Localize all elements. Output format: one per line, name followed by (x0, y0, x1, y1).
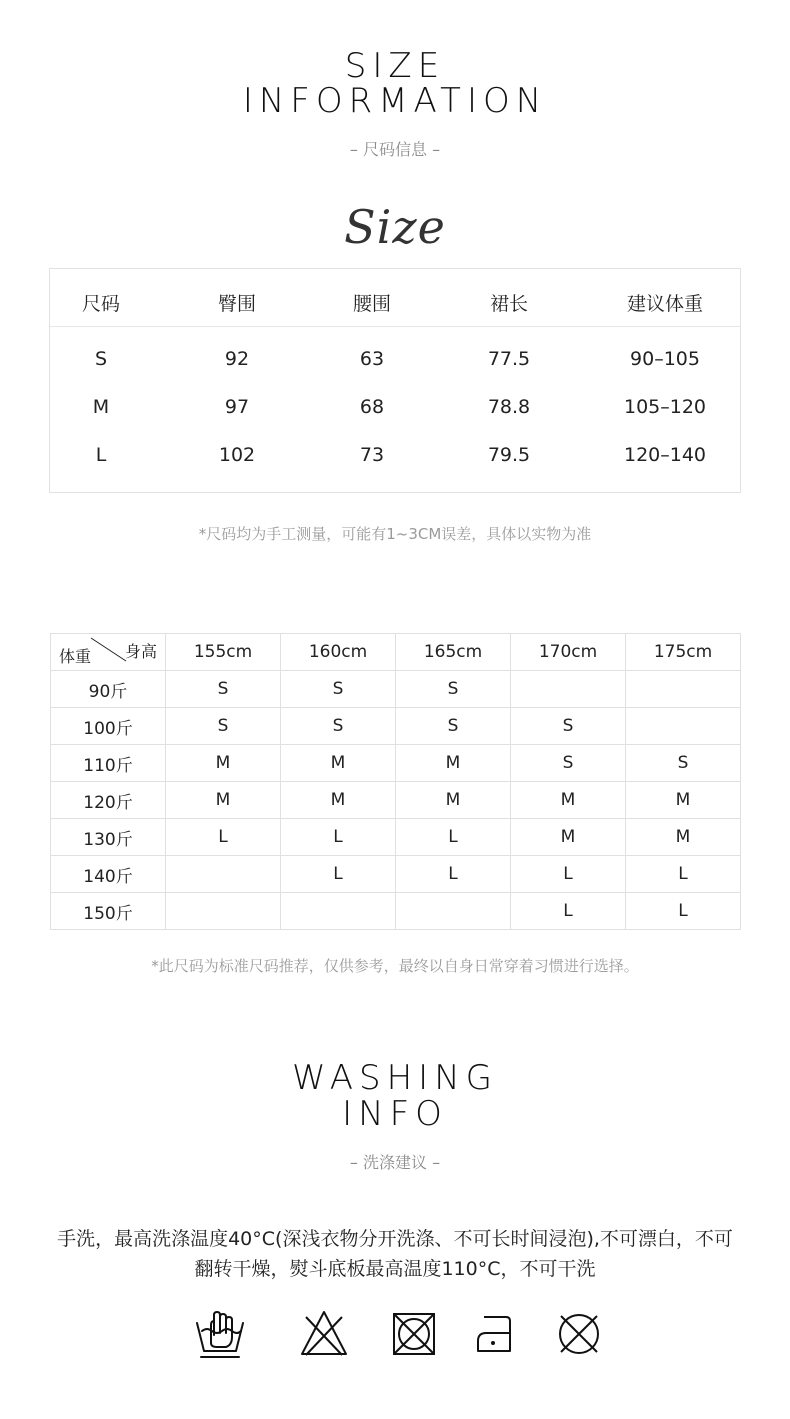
size-title-line1: SIZE (344, 46, 446, 86)
size-cell: 63 (359, 348, 385, 370)
height-header: 160cm (281, 634, 396, 671)
height-header: 165cm (396, 634, 511, 671)
size-rec-cell: S (396, 671, 511, 708)
size-rec-cell: S (281, 708, 396, 745)
iron-low-icon (470, 1307, 524, 1361)
size-rec-cell: L (511, 893, 626, 930)
size-cell: 73 (359, 444, 385, 466)
size-rec-cell: L (281, 856, 396, 893)
size-rec-cell: S (511, 745, 626, 782)
size-rec-cell (626, 708, 741, 745)
size-rec-cell: L (281, 819, 396, 856)
size-rec-cell: M (511, 782, 626, 819)
weight-cell: 130斤 (51, 819, 166, 856)
size-rec-cell: S (281, 671, 396, 708)
size-title-line2: INFORMATION (242, 81, 548, 121)
size-rec-cell (511, 671, 626, 708)
size-header-cell: 建议体重 (626, 293, 703, 315)
size-cell: 78.8 (487, 396, 531, 418)
size-cell: 120–140 (623, 444, 707, 466)
size-rec-cell: S (396, 708, 511, 745)
size-rec-cell: L (626, 856, 741, 893)
no-dry-clean-icon (552, 1307, 606, 1361)
size-rec-cell (281, 893, 396, 930)
size-table-header (50, 269, 740, 327)
size-rec-cell: M (511, 819, 626, 856)
size-header-cell: 腰围 (352, 293, 391, 315)
size-cell: 92 (224, 348, 250, 370)
size-table-note: *尺码均为手工测量，可能有1~3CM误差，具体以实物为准 (198, 525, 592, 543)
washing-title-line2: INFO (342, 1094, 448, 1134)
table-row (51, 745, 741, 782)
washing-instructions-line1: 手洗，最高洗涤温度40°C(深浅衣物分开洗涤、不可长时间浸泡),不可漂白，不可 (57, 1228, 733, 1250)
size-rec-cell (166, 893, 281, 930)
size-rec-cell: S (166, 708, 281, 745)
size-rec-cell (396, 893, 511, 930)
size-cell: S (94, 348, 108, 370)
weight-cell: 110斤 (51, 745, 166, 782)
size-rec-cell: M (281, 745, 396, 782)
size-header-cell: 尺码 (81, 293, 120, 315)
size-rec-cell: M (396, 782, 511, 819)
weight-label: 体重 (59, 647, 92, 666)
size-rec-cell (166, 856, 281, 893)
washing-instructions-line2: 翻转干燥，熨斗底板最高温度110°C，不可干洗 (194, 1258, 596, 1280)
weight-cell: 140斤 (51, 856, 166, 893)
washing-subtitle: – 洗涤建议 – (349, 1153, 441, 1172)
size-cell: 97 (224, 396, 250, 418)
no-tumble-dry-icon (387, 1307, 441, 1361)
table-row (51, 708, 741, 745)
table-row (51, 782, 741, 819)
size-header-cell: 臀围 (217, 293, 256, 315)
size-cell: M (92, 396, 110, 418)
size-cell: 68 (359, 396, 385, 418)
corner-cell (51, 634, 166, 671)
table-row (51, 856, 741, 893)
size-rec-cell: S (511, 708, 626, 745)
size-rec-cell: L (396, 856, 511, 893)
size-script-title: Size (344, 200, 446, 254)
no-bleach-icon (297, 1307, 351, 1361)
recommend-table-note: *此尺码为标准尺码推荐，仅供参考，最终以自身日常穿着习惯进行选择。 (151, 957, 639, 975)
iron-dot (491, 1341, 495, 1345)
size-rec-cell: L (396, 819, 511, 856)
weight-cell: 120斤 (51, 782, 166, 819)
table-row (51, 671, 741, 708)
table-row (51, 893, 741, 930)
size-rec-cell: M (626, 782, 741, 819)
size-cell: 77.5 (487, 348, 531, 370)
size-rec-cell: M (626, 819, 741, 856)
size-rec-cell: M (281, 782, 396, 819)
size-table (49, 268, 741, 493)
washing-title-line1: WASHING (292, 1058, 498, 1098)
size-rec-cell: S (166, 671, 281, 708)
table-row (51, 819, 741, 856)
weight-cell: 100斤 (51, 708, 166, 745)
height-label: 身高 (124, 642, 157, 661)
height-header: 155cm (166, 634, 281, 671)
weight-cell: 150斤 (51, 893, 166, 930)
height-header: 175cm (626, 634, 741, 671)
size-cell: 105–120 (623, 396, 707, 418)
size-rec-cell (626, 671, 741, 708)
size-subtitle: – 尺码信息 – (349, 140, 441, 159)
weight-cell: 90斤 (51, 671, 166, 708)
size-rec-cell: M (166, 782, 281, 819)
size-rec-cell: M (166, 745, 281, 782)
size-rec-cell: L (511, 856, 626, 893)
size-cell: 79.5 (487, 444, 531, 466)
recommend-header-row (51, 634, 741, 671)
hand-wash-icon (193, 1307, 247, 1361)
size-cell: 90–105 (630, 348, 700, 370)
size-rec-cell: L (626, 893, 741, 930)
size-header-cell: 裙长 (489, 293, 528, 315)
height-header: 170cm (511, 634, 626, 671)
size-cell: L (95, 444, 107, 466)
size-cell: 102 (218, 444, 256, 466)
size-rec-cell: L (166, 819, 281, 856)
size-rec-cell: S (626, 745, 741, 782)
recommend-table (50, 633, 741, 930)
size-rec-cell: M (396, 745, 511, 782)
